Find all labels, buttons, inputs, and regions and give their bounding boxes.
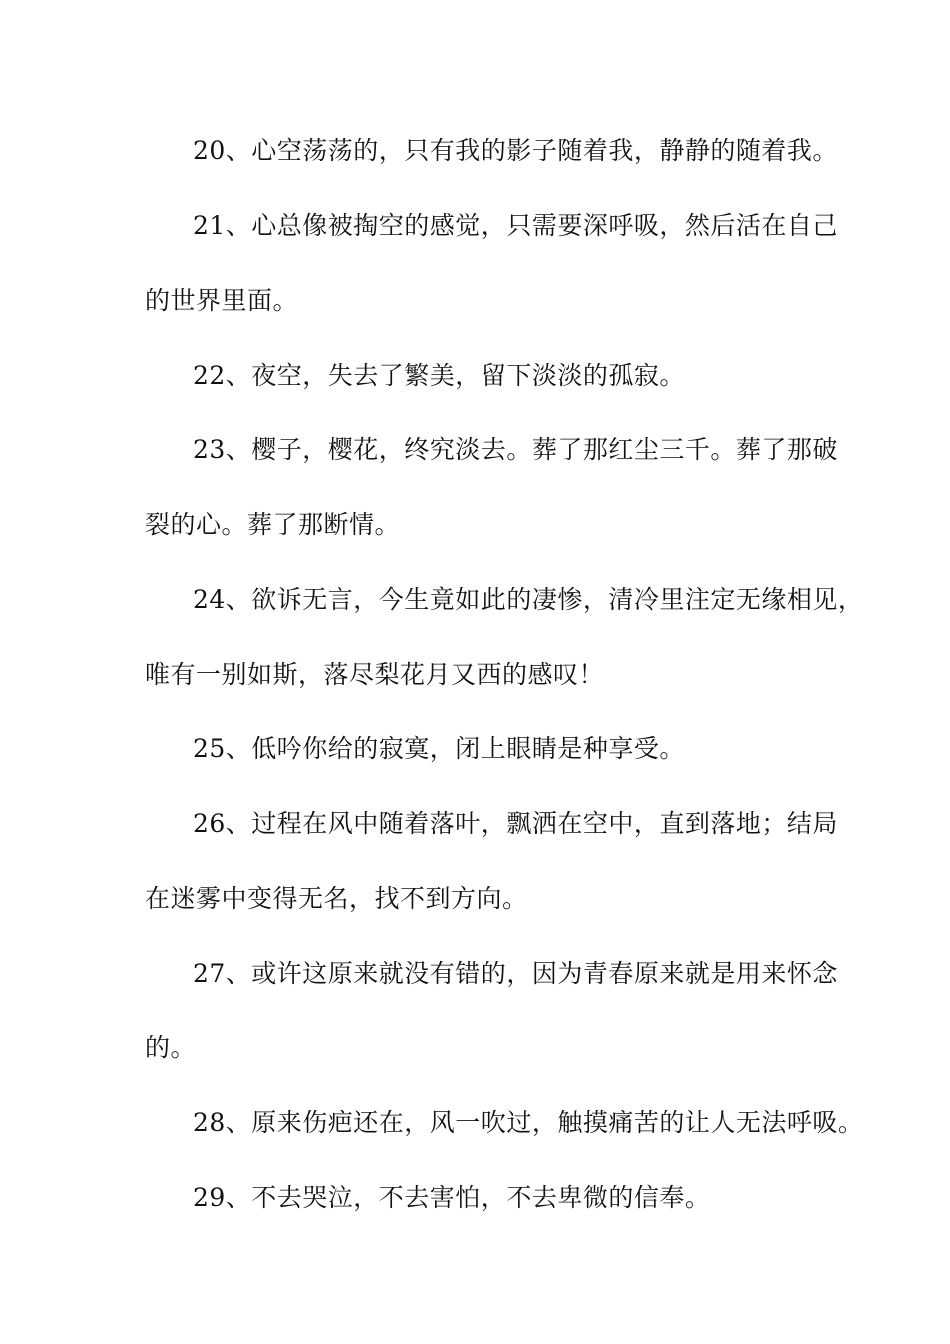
paragraph-23-line-1: 23、樱子，樱花，终究淡去。葬了那红尘三千。葬了那破 xyxy=(193,435,838,464)
paragraph-26-line-2: 在迷雾中变得无名，找不到方向。 xyxy=(145,884,528,913)
paragraph-25-line-1: 25、低吟你给的寂寞，闭上眼睛是种享受。 xyxy=(193,734,685,763)
paragraph-24-line-1: 24、欲诉无言，今生竟如此的凄惨，清冷里注定无缘相见， xyxy=(193,585,864,614)
paragraph-21-line-1: 21、心总像被掏空的感觉，只需要深呼吸，然后活在自己 xyxy=(193,211,838,240)
paragraph-27-line-1: 27、或许这原来就没有错的，因为青春原来就是用来怀念 xyxy=(193,959,838,988)
paragraph-27-line-2: 的。 xyxy=(145,1033,197,1062)
paragraph-22-line-1: 22、夜空，失去了繁美，留下淡淡的孤寂。 xyxy=(193,361,685,390)
paragraph-24-line-2: 唯有一别如斯，落尽梨花月又西的感叹！ xyxy=(145,660,605,689)
paragraph-29-line-1: 29、不去哭泣，不去害怕，不去卑微的信奉。 xyxy=(193,1183,711,1212)
paragraph-23-line-2: 裂的心。葬了那断情。 xyxy=(145,510,401,539)
paragraph-26-line-1: 26、过程在风中随着落叶，飘洒在空中，直到落地；结局 xyxy=(193,809,838,838)
paragraph-21-line-2: 的世界里面。 xyxy=(145,286,299,315)
paragraph-20-line-1: 20、心空荡荡的，只有我的影子随着我，静静的随着我。 xyxy=(193,136,838,165)
paragraph-28-line-1: 28、原来伤疤还在，风一吹过，触摸痛苦的让人无法呼吸。 xyxy=(193,1108,864,1137)
